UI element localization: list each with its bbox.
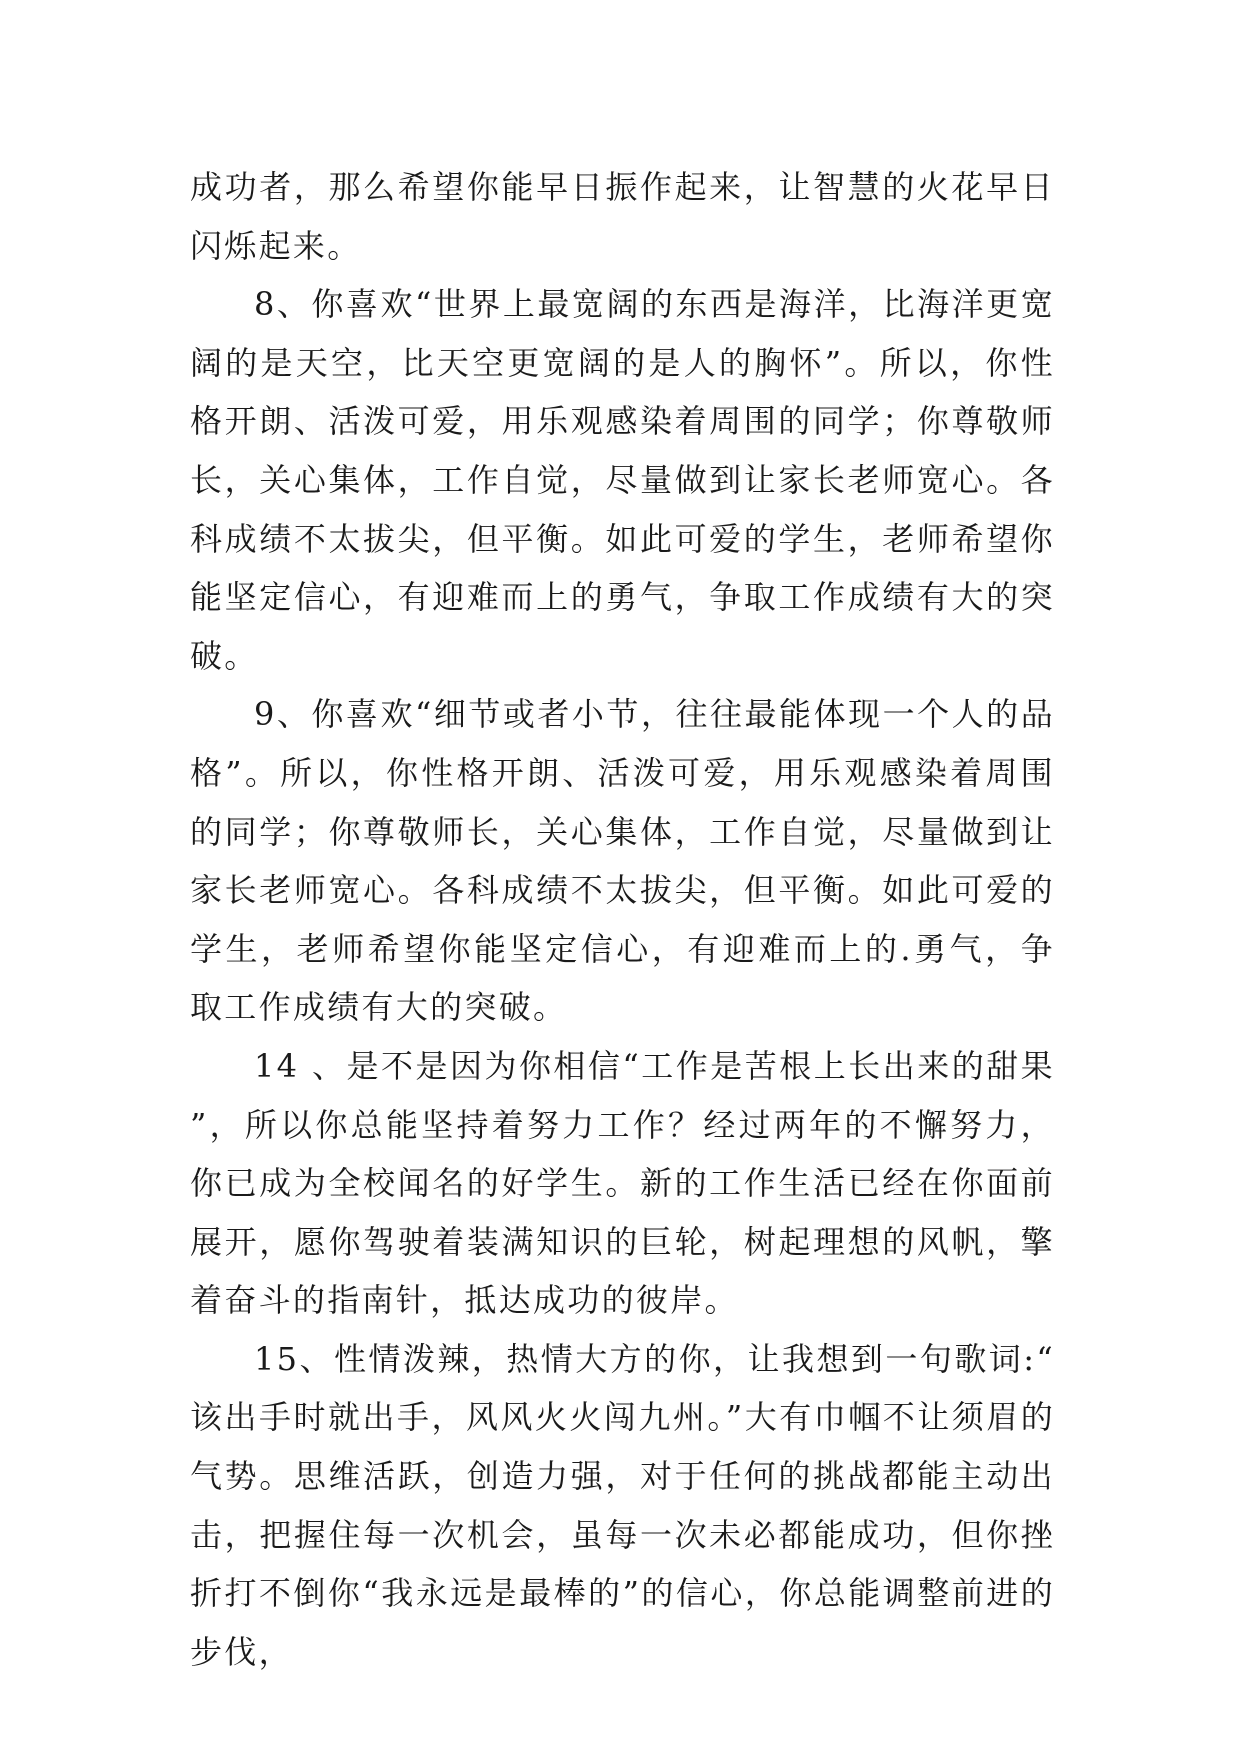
paragraph-item-9: 9、你喜欢“细节或者小节，往往最能体现一个人的品格”。所以，你性格开朗、活泼可爱，用乐观感染着周围的同学；你尊敬师长，关心集体，工作自觉，尽量做到让家长老师宽心。各科成绩不太拔尖，但平衡。如此可爱的学生，老师希望你能坚定信心，有迎难而上的.勇气，争取工作成绩有大的突破。 bbox=[190, 695, 1055, 1027]
document-body bbox=[190, 158, 1055, 1681]
paragraph-continuation: 成功者，那么希望你能早日振作起来，让智慧的火花早日闪烁起来。 bbox=[190, 168, 1055, 265]
paragraph-item-15: 15、性情泼辣，热情大方的你，让我想到一句歌词:“该出手时就出手，风风火火闯九州。”大有巾帼不让须眉的气势。思维活跃，创造力强，对于任何的挑战都能主动出击，把握住每一次机会，虽每一次未必都能成功，但你挫折打不倒你“我永远是最棒的”的信心，你总能调整前进的步伐， bbox=[190, 1339, 1055, 1671]
paragraph-item-8: 8、你喜欢“世界上最宽阔的东西是海洋，比海洋更宽阔的是天空，比天空更宽阔的是人的胸怀”。所以，你性格开朗、活泼可爱，用乐观感染着周围的同学；你尊敬师长，关心集体，工作自觉，尽量做到让家长老师宽心。各科成绩不太拔尖，但平衡。如此可爱的学生，老师希望你能坚定信心，有迎难而上的勇气，争取工作成绩有大的突破。 bbox=[190, 285, 1055, 675]
paragraph-item-14: 14 、是不是因为你相信“工作是苦根上长出来的甜果”，所以你总能坚持着努力工作？经过两年的不懈努力，你已成为全校闻名的好学生。新的工作生活已经在你面前展开，愿你驾驶着装满知识的巨轮，树起理想的风帆，擎着奋斗的指南针，抵达成功的彼岸。 bbox=[190, 1046, 1055, 1320]
